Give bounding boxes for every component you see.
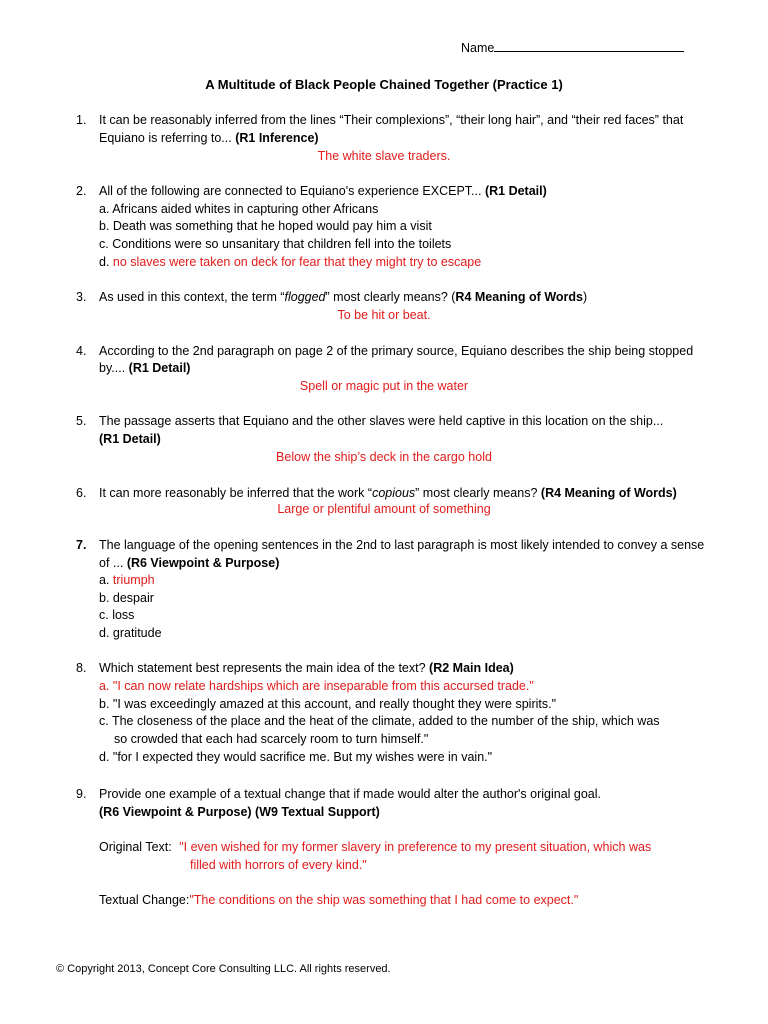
q1-text-line2 [99,131,319,145]
name-field [461,39,684,55]
q7-number: 7. [76,538,87,552]
q7-option-c: c. loss [99,608,135,622]
q3-text [99,290,587,304]
q7-option-b: b. despair [99,591,154,605]
q1-stem: Equiano is referring to... [99,131,232,145]
q8-stem: Which statement best represents the main idea of the text? [99,661,426,675]
q2-number: 2. [76,184,87,198]
q2-option-a: a. Africans aided whites in capturing other Africans [99,202,379,216]
q8-option-d: d. "for I expected they would sacrifice me. But my wishes were in vain." [99,750,493,764]
q2-option-d-prefix: d. [99,255,110,269]
q5-tag: (R1 Detail) [99,432,161,446]
q2-option-c: c. Conditions were so unsanitary that children fell into the toilets [99,237,452,251]
q2-text [99,184,547,198]
q2-option-d-answer: no slaves were taken on deck for fear that they might try to escape [112,255,482,269]
q5-text: The passage asserts that Equiano and the other slaves were held captive in this location on the ship... [99,414,664,428]
q8-option-c-line2: so crowded that each had scarcely room to turn himself." [114,732,429,746]
q4-number: 4. [76,344,87,358]
name-label: Name [461,41,495,55]
q3-tag: R4 Meaning of Words [455,290,583,304]
footer-copyright: © Copyright 2013, Concept Core Consulting LLC. All rights reserved. [56,963,391,975]
q9-tags: (R6 Viewpoint & Purpose) (W9 Textual Support) [99,805,380,819]
q6-tag: (R4 Meaning of Words) [540,486,677,500]
q8-text [99,661,514,675]
q6-answer: Large or plentiful amount of something [277,502,491,516]
q2-option-b: b. Death was something that he hoped would pay him a visit [99,219,432,233]
q9-original-label: Original Text: [99,840,172,854]
q4-tag: (R1 Detail) [128,361,191,375]
q3-close: ) [582,290,588,304]
q6-term: copious [372,486,416,500]
q6-text [99,486,677,500]
q9-original-row [99,840,651,854]
page-title: A Multitude of Black People Chained Together (Practice 1) [205,77,563,92]
q1-text-line1: It can be reasonably inferred from the lines “Their complexions”, “their long hair”, and “their red faces” that [99,113,684,127]
q3-stem-pre: As used in this context, the term “ [99,290,285,304]
q8-option-b: b. "I was exceedingly amazed at this account, and really thought they were spirits." [99,697,557,711]
q4-text-line2 [99,361,190,375]
q8-number: 8. [76,661,87,675]
name-blank [494,39,684,52]
q9-original-text-line2: filled with horrors of every kind." [190,858,367,872]
q3-term: flogged [284,290,326,304]
q9-change-label: Textual Change: [99,893,190,907]
q9-number: 9. [76,787,87,801]
q3-answer: To be hit or beat. [337,308,431,322]
q9-text: Provide one example of a textual change that if made would alter the author's original goal. [99,787,602,801]
q3-stem-post: ” most clearly means? ( [325,290,456,304]
q7-option-a [99,573,155,587]
q4-text-line1: According to the 2nd paragraph on page 2 of the primary source, Equiano describes the ship being stopped [99,344,694,358]
q6-stem-pre: It can more reasonably be inferred that the work “ [99,486,373,500]
q3-number: 3. [76,290,87,304]
q7-option-d: d. gratitude [99,626,162,640]
q9-original-text-line1: "I even wished for my former slavery in preference to my present situation, which was [179,840,652,854]
q8-option-a: a. "I can now relate hardships which are inseparable from this accursed trade." [99,679,534,693]
q4-stem: by.... [99,361,126,375]
q7-text-line2 [99,556,279,570]
q8-tag: (R2 Main Idea) [429,661,514,675]
q7-text-line1: The language of the opening sentences in the 2nd to last paragraph is most likely intended to convey a sense [99,538,705,552]
q6-stem-post: ” most clearly means? [415,486,538,500]
q5-answer: Below the ship’s deck in the cargo hold [276,450,492,464]
q1-number: 1. [76,113,87,127]
q1-answer: The white slave traders. [317,149,451,163]
q8-option-c-line1: c. The closeness of the place and the heat of the climate, added to the number of the ship, which was [99,714,660,728]
q9-change-row [99,893,578,907]
q4-answer: Spell or magic put in the water [299,379,469,393]
q9-change-text: "The conditions on the ship was something that I had come to expect." [189,893,579,907]
q2-option-d [99,255,481,269]
q5-number: 5. [76,414,87,428]
q7-option-a-prefix: a. [99,573,110,587]
q7-tag: (R6 Viewpoint & Purpose) [126,556,280,570]
q2-tag: (R1 Detail) [484,184,547,198]
q7-stem: of ... [99,556,124,570]
q7-option-a-answer: triumph [112,573,155,587]
q6-number: 6. [76,486,87,500]
q2-stem: All of the following are connected to Equiano's experience EXCEPT... [99,184,482,198]
q1-tag: (R1 Inference) [235,131,319,145]
